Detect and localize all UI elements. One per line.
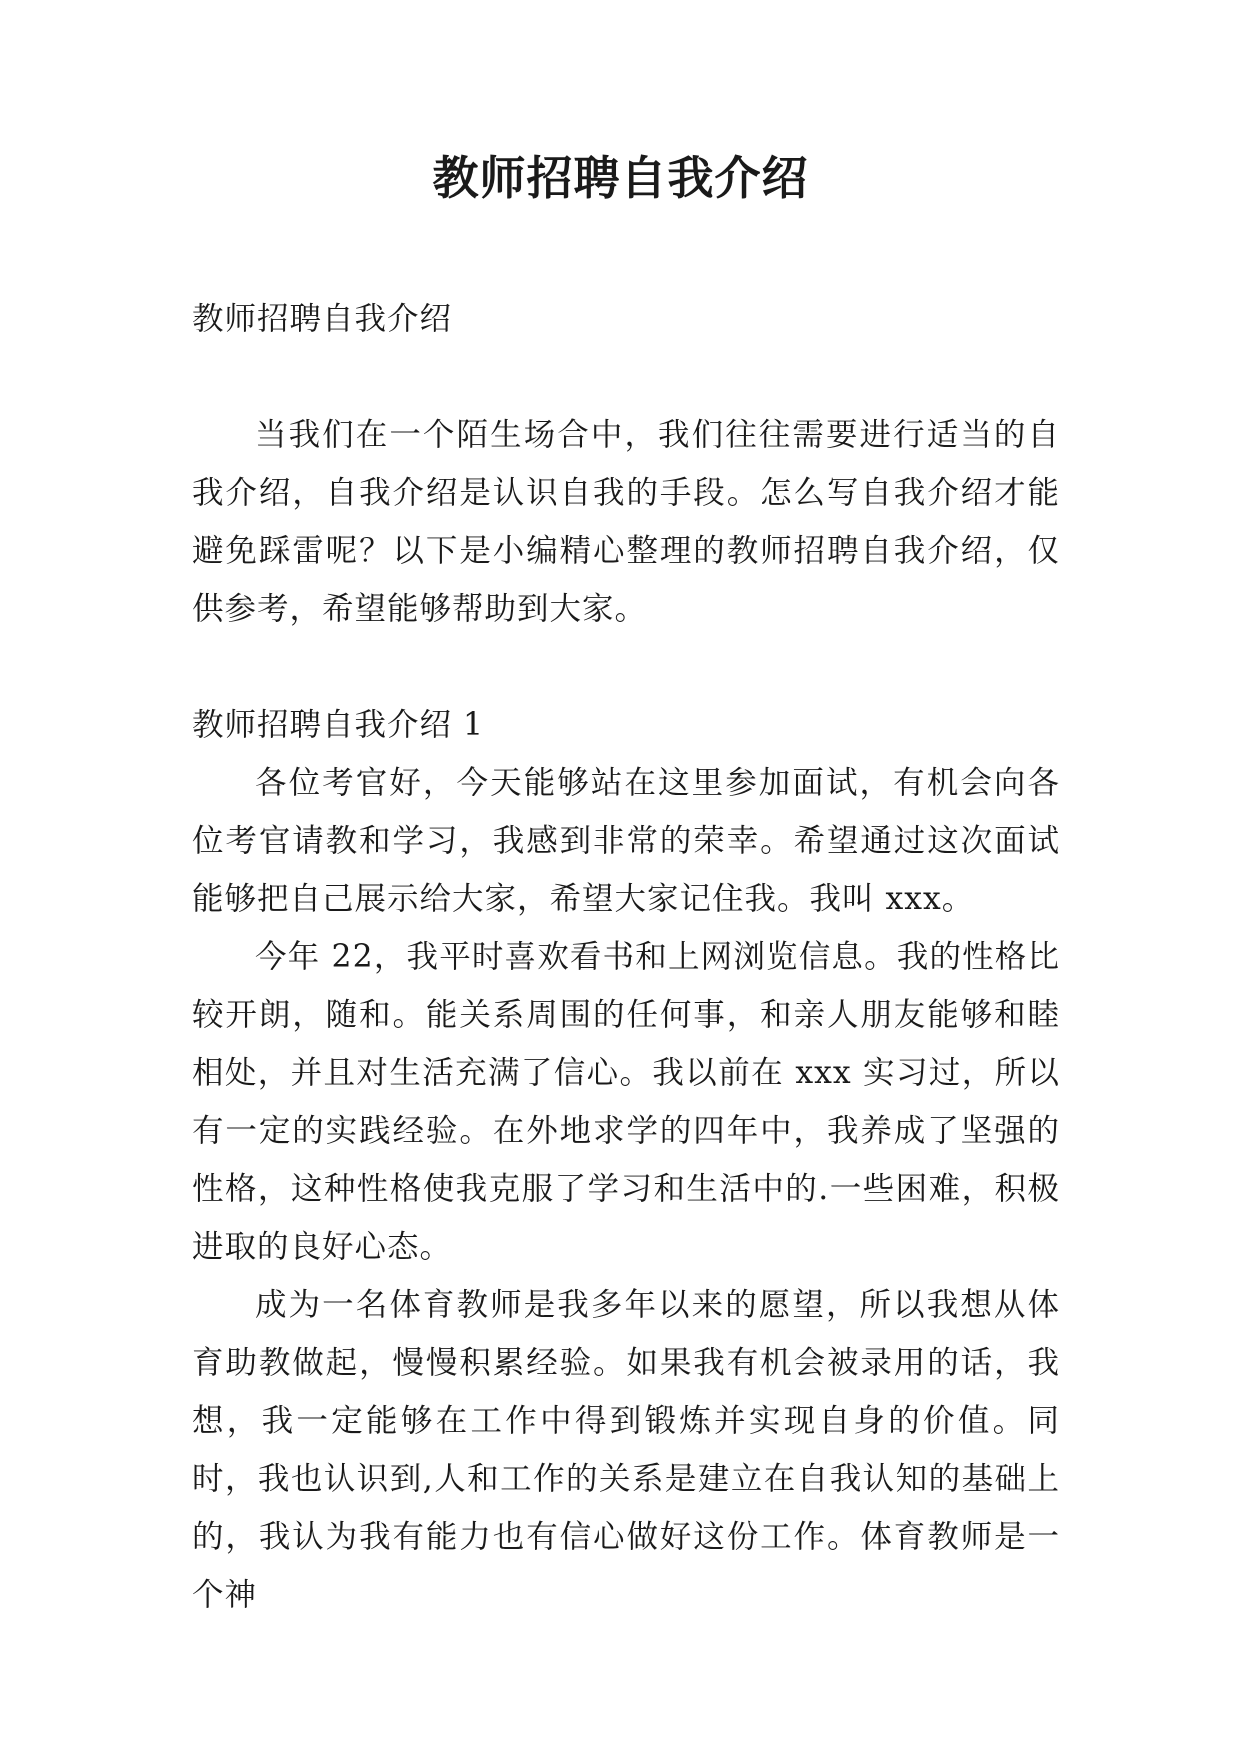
intro-paragraph: 当我们在一个陌生场合中，我们往往需要进行适当的自我介绍，自我介绍是认识自我的手段。怎么写自我介绍才能避免踩雷呢？以下是小编精心整理的教师招聘自我介绍，仅供参考，希望能够帮助到大家。 [192,417,1060,627]
section-heading: 教师招聘自我介绍 1 [192,707,485,743]
document-body [192,290,1060,1624]
body-paragraph: 各位考官好，今天能够站在这里参加面试，有机会向各位考官请教和学习，我感到非常的荣幸。希望通过这次面试能够把自己展示给大家，希望大家记住我。我叫 xxx。 [192,765,1060,917]
document-subtitle: 教师招聘自我介绍 [192,301,453,337]
body-paragraph: 今年 22，我平时喜欢看书和上网浏览信息。我的性格比较开朗，随和。能关系周围的任何事，和亲人朋友能够和睦相处，并且对生活充满了信心。我以前在 xxx 实习过，所以有一定的实践经验。在外地求学的四年中，我养成了坚强的性格，这种性格使我克服了学习和生活中的.一些困难，积极进取的良好心态。 [192,939,1060,1265]
body-paragraph: 成为一名体育教师是我多年以来的愿望，所以我想从体育助教做起，慢慢积累经验。如果我有机会被录用的话，我想，我一定能够在工作中得到锻炼并实现自身的价值。同时，我也认识到,人和工作的关系是建立在自我认知的基础上的，我认为我有能力也有信心做好这份工作。体育教师是一个神 [192,1287,1060,1613]
document-title: 教师招聘自我介绍 [432,151,809,205]
spacer [192,638,1060,696]
spacer [192,348,1060,406]
